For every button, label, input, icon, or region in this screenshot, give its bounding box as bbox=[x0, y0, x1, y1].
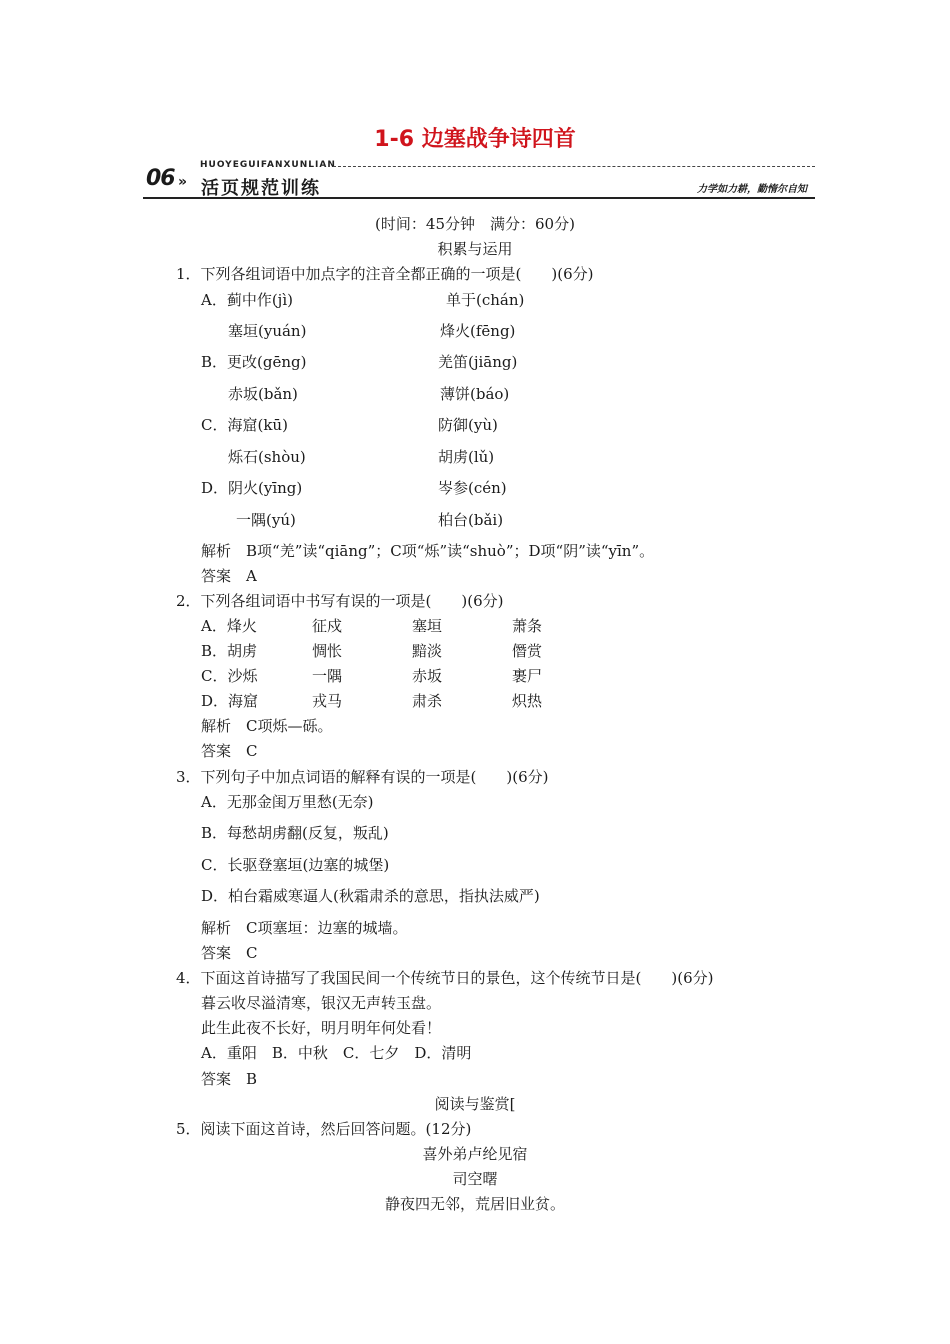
word-cell: 塞垣 bbox=[412, 617, 443, 635]
word-cell: 炽热 bbox=[512, 692, 543, 710]
banner-rule bbox=[143, 197, 815, 199]
option-text: D．柏台霜威寒逼人(秋霜肃杀的意思，指执法威严) bbox=[201, 887, 540, 905]
option-text: 塞垣(yuán) bbox=[228, 322, 307, 340]
word-cell: 萧条 bbox=[512, 617, 543, 635]
question-stem: 3．下列句子中加点词语的解释有误的一项是( )(6分) bbox=[176, 768, 549, 786]
analysis-text: 解析 C项烁—砾。 bbox=[201, 717, 333, 735]
dashed-divider bbox=[333, 166, 815, 167]
option-text: B．每愁胡虏翻(反复，叛乱) bbox=[201, 824, 389, 842]
option-text: 岑参(cén) bbox=[438, 479, 507, 497]
double-chevron-icon: » bbox=[178, 174, 188, 190]
option-text: 羌笛(jiāng) bbox=[438, 353, 518, 371]
option-text: 一隅(yú) bbox=[236, 511, 296, 529]
poem-author: 司空曙 bbox=[452, 1170, 498, 1188]
banner-motto: 力学如力耕，勤惰尔自知 bbox=[697, 184, 807, 195]
option-text: C．长驱登塞垣(边塞的城堡) bbox=[201, 856, 390, 874]
word-cell: A．烽火 bbox=[201, 617, 257, 635]
option-text: 柏台(bǎi) bbox=[438, 511, 504, 529]
banner-pinyin: HUOYEGUIFANXUNLIAN bbox=[200, 160, 336, 170]
answer-text: 答案 C bbox=[201, 742, 258, 760]
answer-text: 答案 C bbox=[201, 944, 258, 962]
analysis-text: 解析 B项“羌”读“qiāng”；C项“烁”读“shuò”；D项“阴”读“yīn”。 bbox=[201, 542, 655, 560]
word-cell: 征戍 bbox=[312, 617, 343, 635]
section-heading: 积累与运用 bbox=[437, 240, 513, 258]
option-text: B．更改(gēng) bbox=[201, 353, 307, 371]
option-text: D．阴火(yīng) bbox=[201, 479, 303, 497]
option-text: 烽火(fēng) bbox=[440, 322, 516, 340]
option-text: C．海窟(kū) bbox=[201, 416, 288, 434]
poem-line: 此生此夜不长好，明月明年何处看！ bbox=[201, 1019, 442, 1037]
word-cell: 一隅 bbox=[312, 667, 343, 685]
word-cell: D．海窟 bbox=[201, 692, 259, 710]
word-cell: B．胡虏 bbox=[201, 642, 258, 660]
answer-text: 答案 A bbox=[201, 567, 257, 585]
option-text: 防御(yù) bbox=[438, 416, 498, 434]
option-text: 胡虏(lǔ) bbox=[438, 448, 495, 466]
option-text: 单于(chán) bbox=[446, 291, 525, 309]
page-title: 1-6 边塞战争诗四首 bbox=[374, 127, 576, 152]
poem-line: 静夜四无邻，荒居旧业贫。 bbox=[384, 1195, 565, 1213]
option-text: A．重阳 B．中秋 C．七夕 D．清明 bbox=[201, 1044, 472, 1062]
word-cell: C．沙烁 bbox=[201, 667, 258, 685]
word-cell: 赤坂 bbox=[412, 667, 443, 685]
question-stem: 1．下列各组词语中加点字的注音全都正确的一项是( )(6分) bbox=[176, 265, 594, 283]
option-text: A．无那金闺万里愁(无奈) bbox=[201, 793, 374, 811]
word-cell: 惆怅 bbox=[312, 642, 343, 660]
word-cell: 肃杀 bbox=[412, 692, 443, 710]
option-text: 烁石(shòu) bbox=[228, 448, 306, 466]
analysis-text: 解析 C项塞垣：边塞的城墙。 bbox=[201, 919, 408, 937]
section-banner bbox=[143, 160, 815, 200]
option-text: 薄饼(báo) bbox=[440, 385, 510, 403]
poem-line: 暮云收尽溢清寒，银汉无声转玉盘。 bbox=[201, 994, 442, 1012]
question-stem: 5．阅读下面这首诗，然后回答问题。(12分) bbox=[176, 1120, 472, 1138]
exam-meta: (时间：45分钟 满分：60分) bbox=[375, 215, 575, 233]
word-cell: 僭赏 bbox=[512, 642, 543, 660]
banner-label: 活页规范训练 bbox=[201, 178, 321, 199]
poem-title: 喜外弟卢纶见宿 bbox=[422, 1145, 528, 1163]
question-stem: 4．下面这首诗描写了我国民间一个传统节日的景色，这个传统节日是( )(6分) bbox=[176, 969, 714, 987]
option-text: A．蓟中作(jì) bbox=[201, 291, 293, 309]
word-cell: 黯淡 bbox=[412, 642, 443, 660]
question-stem: 2．下列各组词语中书写有误的一项是( )(6分) bbox=[176, 592, 504, 610]
word-cell: 戎马 bbox=[312, 692, 343, 710]
answer-text: 答案 B bbox=[201, 1070, 258, 1088]
section-heading: 阅读与鉴赏[ bbox=[434, 1095, 516, 1113]
option-text: 赤坂(bǎn) bbox=[228, 385, 298, 403]
banner-number: 06 bbox=[146, 166, 175, 191]
word-cell: 裹尸 bbox=[512, 667, 543, 685]
